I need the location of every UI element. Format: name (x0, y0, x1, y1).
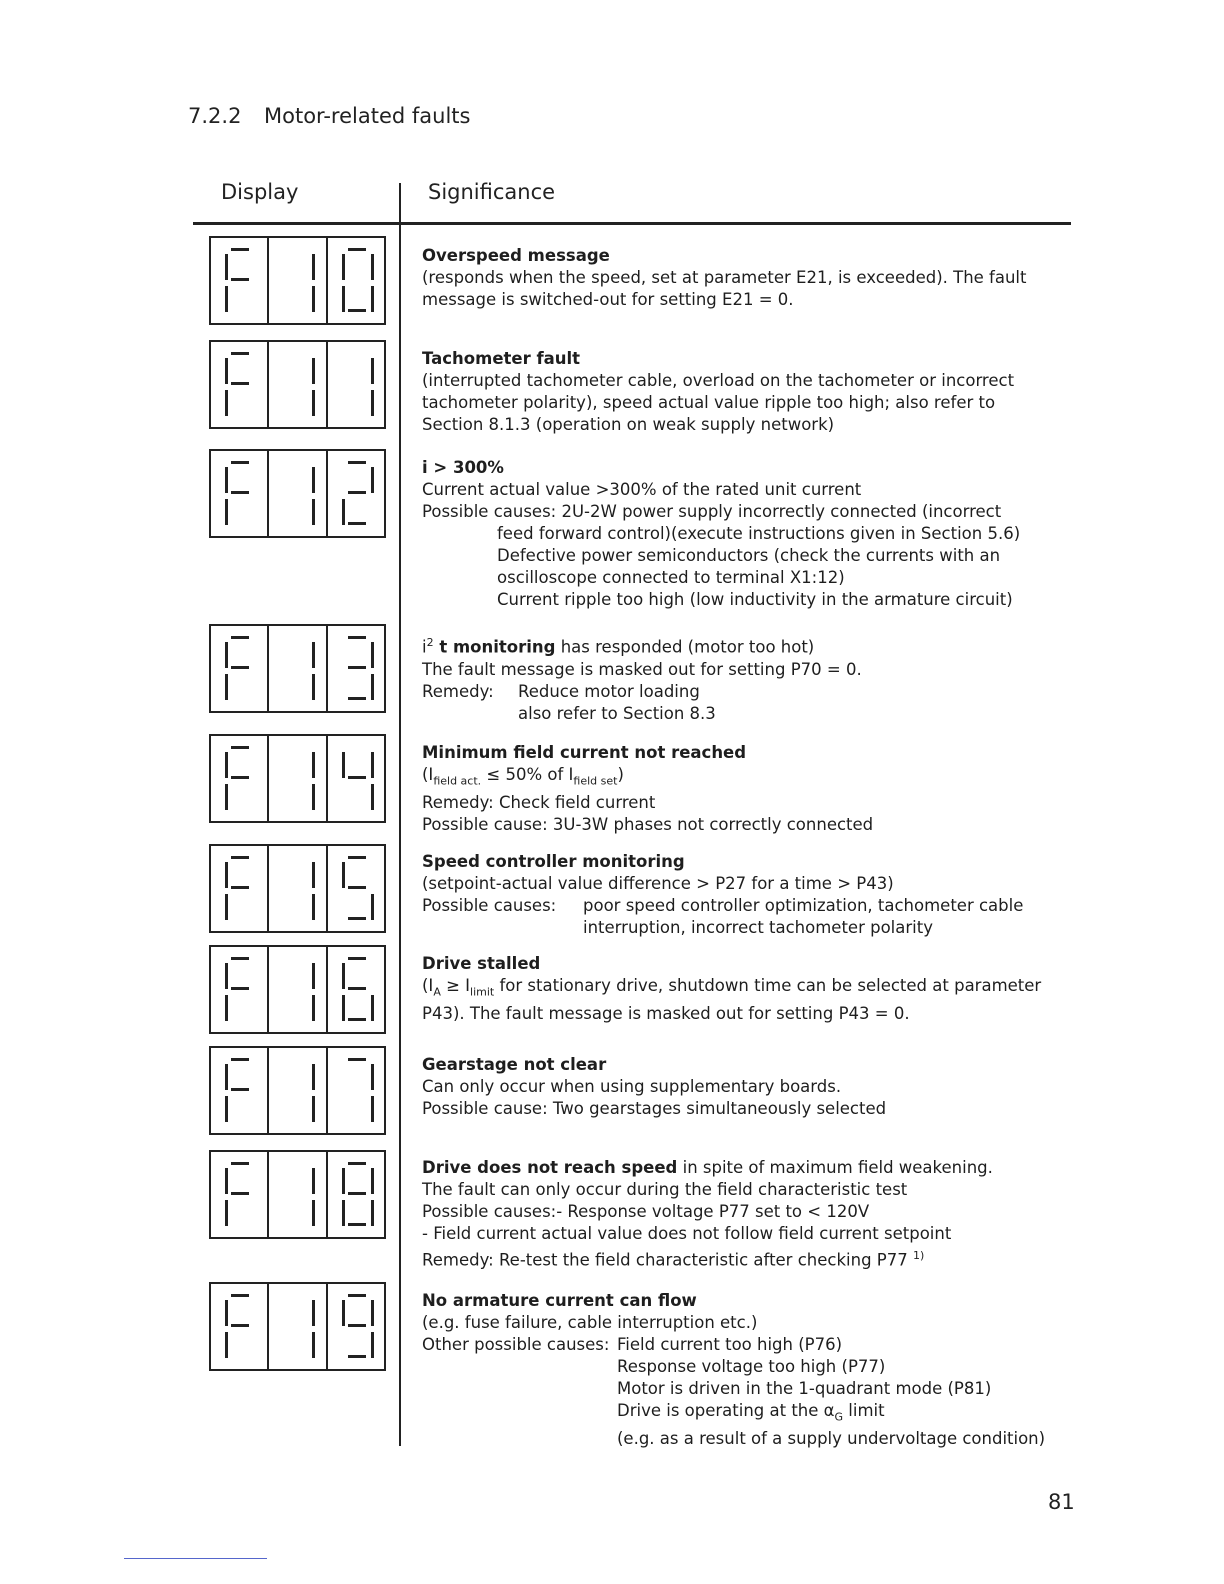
section-heading (188, 104, 470, 128)
segment-a (231, 1162, 249, 1165)
fault-text: (responds when the speed, set at parameter E21, is exceeded). The fault (422, 268, 1027, 287)
segment-b (371, 642, 374, 668)
display-f16 (209, 945, 386, 1034)
segment-e (225, 499, 228, 525)
segment-c (312, 499, 315, 525)
section-title: Motor-related faults (264, 104, 471, 128)
display-f10 (209, 236, 386, 325)
segment-g (231, 1192, 249, 1195)
segment-e (225, 1200, 228, 1226)
segment-b (312, 1064, 315, 1090)
fault-text: oscilloscope connected to terminal X1:12) (497, 568, 845, 587)
digit-cell (269, 736, 327, 821)
fault-text: P43). The fault message is masked out for setting P43 = 0. (422, 1004, 910, 1024)
segment-c (312, 894, 315, 920)
fault-text: ) (617, 765, 624, 784)
footer-rule (124, 1558, 267, 1559)
digit-cell (328, 451, 384, 536)
segment-d (348, 1355, 366, 1358)
segment-b (312, 1300, 315, 1326)
segment-f (225, 254, 228, 280)
fault-text: Response voltage too high (P77) (617, 1357, 886, 1376)
display-column-header: Display (221, 180, 299, 204)
segment-b (312, 963, 315, 989)
segment-f (342, 752, 345, 778)
fault-text: feed forward control)(execute instructions given in Section 5.6) (497, 524, 1021, 543)
segment-g (348, 1324, 366, 1327)
segment-a (231, 248, 249, 251)
digit-cell (328, 846, 384, 931)
segment-e (225, 1332, 228, 1358)
fault-text: Drive is operating at the α (617, 1401, 835, 1420)
segment-f (225, 642, 228, 668)
segment-a (348, 248, 366, 251)
subscript: field set (573, 774, 618, 788)
fault-title: Tachometer fault (422, 349, 581, 368)
segment-c (312, 390, 315, 416)
segment-e (342, 499, 345, 525)
segment-e (225, 784, 228, 810)
fault-f17 (422, 1054, 886, 1120)
fault-f11 (422, 348, 1014, 436)
segment-e (225, 286, 228, 312)
fault-f10 (422, 245, 1027, 311)
segment-f (225, 1064, 228, 1090)
fault-text: message is switched-out for setting E21 = 0. (422, 290, 794, 309)
segment-c (371, 1096, 374, 1122)
subscript: G (834, 1410, 844, 1424)
digit-cell (211, 238, 269, 323)
segment-a (231, 856, 249, 859)
segment-a (348, 636, 366, 639)
display-f15 (209, 844, 386, 933)
segment-g (231, 382, 249, 385)
segment-a (348, 856, 366, 859)
segment-g (231, 987, 249, 990)
segment-f (225, 467, 228, 493)
segment-g (231, 886, 249, 889)
segment-b (371, 752, 374, 778)
fault-f12 (422, 457, 1020, 611)
segment-c (371, 784, 374, 810)
segment-d (348, 917, 366, 920)
display-f19 (209, 1282, 386, 1371)
segment-c (312, 1332, 315, 1358)
digit-cell (328, 626, 384, 711)
segment-d (348, 1018, 366, 1021)
fault-text: - Field current actual value does not follow field current setpoint (422, 1224, 952, 1243)
digit-cell (211, 1152, 269, 1237)
segment-g (231, 666, 249, 669)
fault-text: Possible causes: 2U-2W power supply incorrectly connected (incorrect (422, 502, 1002, 521)
segment-f (342, 862, 345, 888)
segment-f (342, 1168, 345, 1194)
fault-f19 (422, 1290, 1045, 1450)
fault-text: ≥ I (440, 976, 471, 995)
segment-g (231, 1324, 249, 1327)
fault-text: Possible causes:- Response voltage P77 set to < 120V (422, 1202, 870, 1221)
causes-label: Possible causes: (422, 896, 557, 915)
segment-c (312, 286, 315, 312)
segment-g (231, 776, 249, 779)
digit-cell (211, 451, 269, 536)
segment-a (231, 352, 249, 355)
segment-b (371, 1168, 374, 1194)
segment-e (225, 390, 228, 416)
digit-cell (269, 1152, 327, 1237)
fault-text: (I (422, 765, 434, 784)
causes-label: Other possible causes: (422, 1335, 610, 1354)
fault-title: t monitoring (433, 637, 556, 657)
fault-text: (setpoint-actual value difference > P27 for a time > P43) (422, 874, 894, 893)
segment-c (371, 1332, 374, 1358)
segment-b (371, 467, 374, 493)
segment-c (312, 674, 315, 700)
segment-f (342, 254, 345, 280)
fault-title: Overspeed message (422, 246, 610, 265)
segment-a (348, 1162, 366, 1165)
digit-cell (211, 736, 269, 821)
column-divider (399, 183, 401, 1446)
segment-f (225, 1300, 228, 1326)
digit-cell (328, 238, 384, 323)
fault-text: limit (843, 1401, 885, 1420)
fault-text: Reduce motor loading (518, 681, 700, 701)
digit-cell (211, 342, 269, 427)
digit-cell (328, 947, 384, 1032)
segment-f (342, 1300, 345, 1326)
segment-c (371, 995, 374, 1021)
segment-g (231, 278, 249, 281)
segment-e (342, 995, 345, 1021)
display-f14 (209, 734, 386, 823)
superscript: 2 (426, 636, 434, 649)
subscript: A (433, 985, 441, 999)
segment-a (231, 636, 249, 639)
segment-d (348, 309, 366, 312)
display-f11 (209, 340, 386, 429)
segment-f (225, 963, 228, 989)
fault-title: No armature current can flow (422, 1291, 697, 1310)
digit-cell (211, 1048, 269, 1133)
fault-title: i > 300% (422, 458, 504, 477)
segment-f (225, 752, 228, 778)
fault-text: Defective power semiconductors (check the currents with an (497, 546, 1001, 565)
fault-text: Possible cause: 3U-3W phases not correctly connected (422, 815, 874, 835)
segment-b (312, 254, 315, 280)
fault-f13 (422, 632, 862, 725)
segment-c (371, 286, 374, 312)
segment-c (312, 995, 315, 1021)
digit-cell (328, 1152, 384, 1237)
fault-text: Can only occur when using supplementary boards. (422, 1077, 842, 1096)
segment-a (231, 746, 249, 749)
segment-f (225, 1168, 228, 1194)
fault-text: Motor is driven in the 1-quadrant mode (P81) (617, 1379, 992, 1398)
segment-e (225, 674, 228, 700)
digit-cell (328, 342, 384, 427)
segment-b (371, 1064, 374, 1090)
segment-b (312, 1168, 315, 1194)
fault-title: Speed controller monitoring (422, 852, 685, 871)
segment-g (348, 886, 366, 889)
segment-a (231, 1294, 249, 1297)
fault-f15 (422, 851, 1023, 939)
digit-cell (269, 626, 327, 711)
digit-cell (211, 626, 269, 711)
segment-a (348, 461, 366, 464)
fault-text: (e.g. fuse failure, cable interruption etc.) (422, 1313, 758, 1332)
display-f17 (209, 1046, 386, 1135)
digit-cell (269, 238, 327, 323)
fault-text: poor speed controller optimization, tachometer cable (583, 896, 1024, 915)
fault-text: The fault message is masked out for setting P70 = 0. (422, 659, 862, 679)
fault-f18 (422, 1157, 993, 1272)
segment-a (231, 461, 249, 464)
segment-g (231, 491, 249, 494)
fault-f14 (422, 742, 873, 836)
segment-c (371, 674, 374, 700)
digit-cell (269, 947, 327, 1032)
segment-b (371, 1300, 374, 1326)
segment-d (348, 522, 366, 525)
segment-d (348, 1223, 366, 1226)
header-rule (193, 222, 1071, 225)
fault-text: (I (422, 976, 434, 995)
fault-text: (e.g. as a result of a supply undervoltage condition) (617, 1429, 1046, 1449)
segment-g (231, 1088, 249, 1091)
fault-text: in spite of maximum field weakening. (677, 1158, 993, 1177)
footnote-ref: 1) (912, 1249, 925, 1262)
subscript: limit (470, 985, 495, 999)
segment-a (231, 957, 249, 960)
significance-column-header: Significance (428, 180, 556, 204)
fault-title: Drive stalled (422, 954, 541, 973)
fault-title: Drive does not reach speed (422, 1158, 678, 1177)
digit-cell (269, 451, 327, 536)
segment-f (342, 963, 345, 989)
fault-f16 (422, 953, 1041, 1025)
fault-text: (interrupted tachometer cable, overload on the tachometer or incorrect (422, 371, 1015, 390)
segment-a (348, 1294, 366, 1297)
segment-b (312, 862, 315, 888)
fault-text: ≤ 50% of I (481, 765, 574, 784)
segment-b (312, 358, 315, 384)
fault-text: Possible cause: Two gearstages simultaneously selected (422, 1099, 887, 1118)
digit-cell (211, 947, 269, 1032)
digit-cell (269, 1048, 327, 1133)
display-f18 (209, 1150, 386, 1239)
display-f13 (209, 624, 386, 713)
digit-cell (269, 846, 327, 931)
segment-b (312, 467, 315, 493)
segment-g (348, 987, 366, 990)
segment-e (342, 1200, 345, 1226)
display-f12 (209, 449, 386, 538)
segment-b (312, 642, 315, 668)
digit-cell (328, 736, 384, 821)
segment-e (225, 995, 228, 1021)
segment-g (348, 666, 366, 669)
segment-a (348, 1058, 366, 1061)
segment-g (348, 491, 366, 494)
segment-b (371, 254, 374, 280)
fault-text: Section 8.1.3 (operation on weak supply network) (422, 415, 835, 434)
fault-text: Current actual value >300% of the rated unit current (422, 480, 862, 499)
fault-text: Remedy: Check field current (422, 793, 656, 813)
segment-f (225, 358, 228, 384)
fault-text: Current ripple too high (low inductivity in the armature circuit) (497, 590, 1013, 609)
fault-text: interruption, incorrect tachometer polarity (583, 918, 933, 937)
segment-b (371, 358, 374, 384)
segment-c (312, 1200, 315, 1226)
fault-text: Remedy: Re-test the field characteristic after checking P77 (422, 1250, 908, 1270)
segment-c (312, 1096, 315, 1122)
segment-d (348, 697, 366, 700)
segment-a (348, 957, 366, 960)
segment-g (348, 776, 366, 779)
fault-title: Minimum field current not reached (422, 743, 747, 762)
digit-cell (328, 1048, 384, 1133)
fault-text: has responded (motor too hot) (555, 637, 815, 657)
segment-e (342, 286, 345, 312)
digit-cell (211, 846, 269, 931)
fault-text: tachometer polarity), speed actual value ripple too high; also refer to (422, 393, 996, 412)
segment-f (225, 862, 228, 888)
segment-c (371, 1200, 374, 1226)
segment-c (312, 784, 315, 810)
segment-e (225, 1096, 228, 1122)
fault-text: The fault can only occur during the field characteristic test (422, 1180, 908, 1199)
segment-c (371, 894, 374, 920)
fault-text: for stationary drive, shutdown time can be selected at parameter (494, 976, 1042, 995)
remedy-label: Remedy: (422, 681, 494, 701)
section-number: 7.2.2 (188, 104, 242, 128)
segment-b (312, 752, 315, 778)
digit-cell (211, 1284, 269, 1369)
page-number: 81 (1048, 1490, 1075, 1514)
segment-a (231, 1058, 249, 1061)
fault-title: i (422, 637, 427, 657)
digit-cell (328, 1284, 384, 1369)
fault-text: also refer to Section 8.3 (518, 703, 716, 723)
digit-cell (269, 342, 327, 427)
segment-e (225, 894, 228, 920)
digit-cell (269, 1284, 327, 1369)
segment-g (348, 1192, 366, 1195)
segment-c (371, 390, 374, 416)
subscript: field act. (433, 774, 482, 788)
fault-text: Field current too high (P76) (617, 1335, 843, 1354)
fault-title: Gearstage not clear (422, 1055, 607, 1074)
